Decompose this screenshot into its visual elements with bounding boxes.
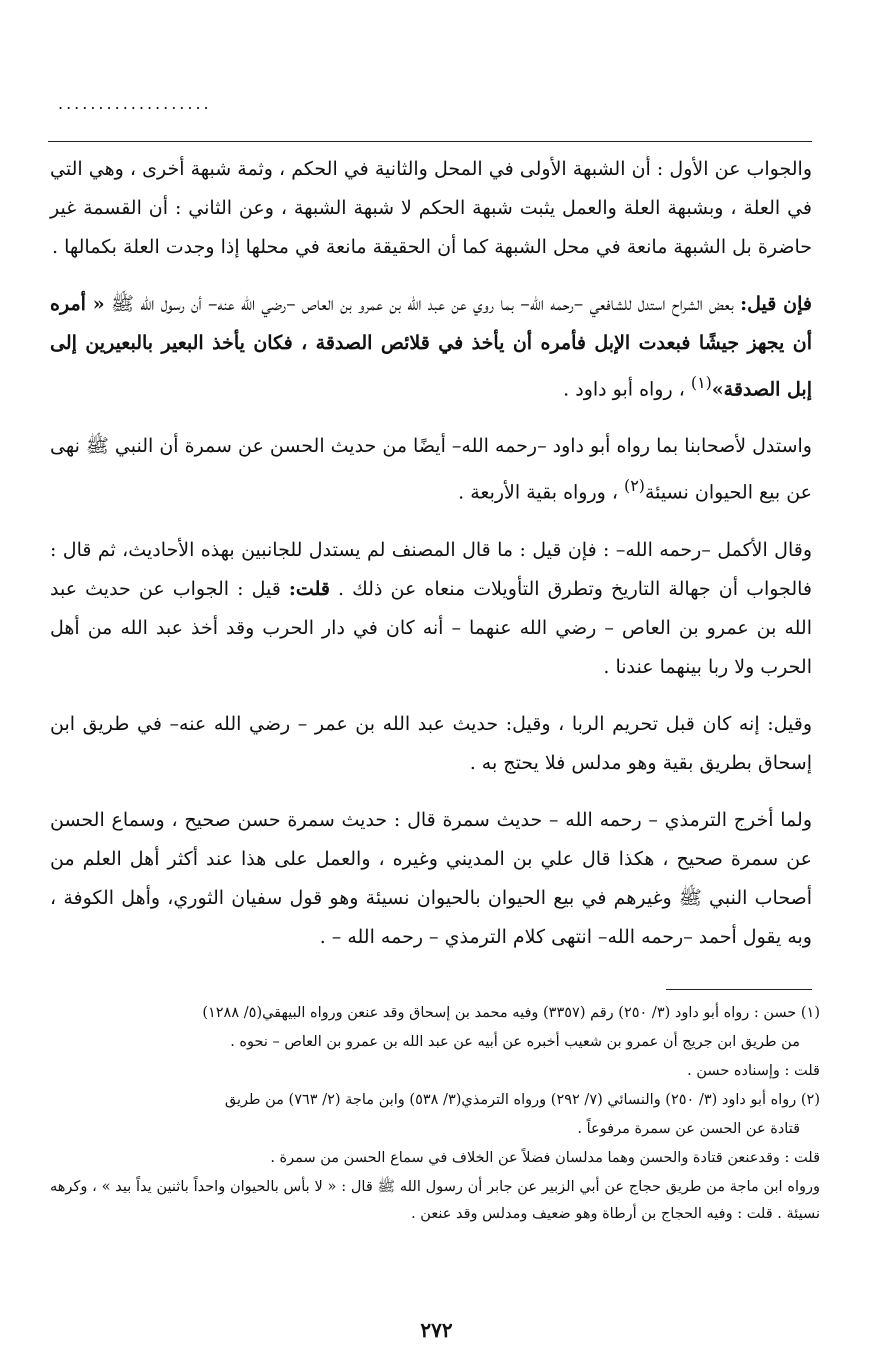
paragraph-answer: والجواب عن الأول : أن الشبهة الأولى في المحل والثانية في الحكم ، وثمة شبهة أخرى ، وهي التي في العلة ، وبشبهة العلة والعمل يثبت شبهة الحكم لا شبهة الشبهة ، وعن الثاني : أن القسمة غير حاضرة بل الشبهة مانعة في محل الشبهة كما أن الحقيقة مانعة في محلها إذا وجدت العلة بكمالها . xyxy=(50,158,813,258)
hadith-quote: « أمره أن يجهز جيشًا فبعدت الإبل فأمره أن يأخذ في قلائص الصدقة ، فكان يأخذ البعير بالبعيرين إلى إبل الصدقة» xyxy=(50,293,812,401)
header-rule xyxy=(48,141,812,142)
footnote-2-extra: ورواه ابن ماجة من طريق حجاج عن أبي الزبير عن جابر أن رسول الله ﷺ قال : « لا بأس بالحيوان واحداً باثنين يداً بيد » ، وكرهه نسيئة . قلت : وفيه الحجاج بن أرطاة وهو ضعيف ومدلس وقد عنعن . xyxy=(50,1179,820,1222)
paragraph-objection: فإن قيل: بعض الشراح استدل للشافعي –رحمه الله– بما روي عن عبد الله بن عمرو بن العاص –رضي الله عنه– أن رسول الله ﷺ « أمره أن يجهز جيشًا فبعدت الإبل فأمره أن يأخذ في قلائص الصدقة ، فكان يأخذ البعير بالبعيرين إلى إبل الصدقة»$^{(١)}$ ، رواه أبو داود . xyxy=(50,293,812,401)
footnote-2-cont: قتادة عن الحسن عن سمرة مرفوعاً . xyxy=(577,1121,800,1137)
footnote-ref: (١) xyxy=(690,373,712,392)
footnotes xyxy=(50,1000,820,1230)
header-dots: ................... xyxy=(58,94,212,113)
footnote-1-note: قلت : وإسناده حسن . xyxy=(687,1063,820,1079)
footnote-rule xyxy=(666,989,812,990)
paragraph-tirmidhi: ولما أخرج الترمذي – رحمه الله – حديث سمرة قال : حديث سمرة حسن صحيح ، وسماع الحسن عن سمرة صحيح ، هكذا قال علي بن المديني وغيره ، والعمل على هذا عند أكثر أهل العلم من أصحاب النبي ﷺ وغيرهم في بيع الحيوان بالحيوان نسيئة وهو قول سفيان الثوري، وأهل الكوفة ، وبه يقول أحمد –رحمه الله– انتهى كلام الترمذي – رحمه الله – . xyxy=(50,808,812,948)
footnote-2: (٢) رواه أبو داود (٣/ ٢٥٠) والنسائي (٧/ ٢٩٢) ورواه الترمذي(٣/ ٥٣٨) وابن ماجة (٢/ ٧٦٣) من طريق xyxy=(224,1092,820,1108)
paragraph-akmal: وقال الأكمل –رحمه الله– : فإن قيل : ما قال المصنف لم يستدل للجانبين بهذه الأحاديث، ثم قال : فالجواب أن جهالة التاريخ وتطرق التأويلات منعاه عن ذلك . قلت: قيل : الجواب عن حديث عبد الله بن عمرو بن العاص – رضي الله عنهما – أنه كان في دار الحرب وقد أخذ عبد الله من أهل الحرب ولا ربا بينهما عندنا . xyxy=(50,538,812,678)
footnote-1: (١) حسن : رواه أبو داود (٣/ ٢٥٠) رقم (٣٣٥٧) وفيه محمد بن إسحاق وقد عنعن ورواه البيهقي(٥/ ١٢٨٨) xyxy=(202,1005,820,1021)
footnote-ref: (٢) xyxy=(624,476,645,496)
page-number: ٢٧٢ xyxy=(420,1318,453,1342)
paragraph-evidence: واستدل لأصحابنا بما رواه أبو داود –رحمه الله– أيضًا من حديث الحسن عن سمرة أن النبي ﷺ نهى عن بيع الحيوان نسيئة$^{(٢)}$ ، ورواه بقية الأربعة . xyxy=(50,435,812,504)
footnote-1-cont: من طريق ابن جريج أن عمرو بن شعيب أخبره عن أبيه عن عبد الله بن عمرو بن العاص – نحوه . xyxy=(230,1034,800,1050)
paragraph-alternative: وقيل: إنه كان قبل تحريم الربا ، وقيل: حديث عبد الله بن عمر – رضي الله عنه– في طريق ابن إسحاق بطريق بقية وهو مدلس فلا يحتج به . xyxy=(50,712,812,774)
main-text xyxy=(50,150,812,957)
footnote-2-note: قلت : وقدعنعن قتادة والحسن وهما مدلسان فضلاً عن الخلاف في سماع الحسن من سمرة . xyxy=(270,1150,820,1166)
